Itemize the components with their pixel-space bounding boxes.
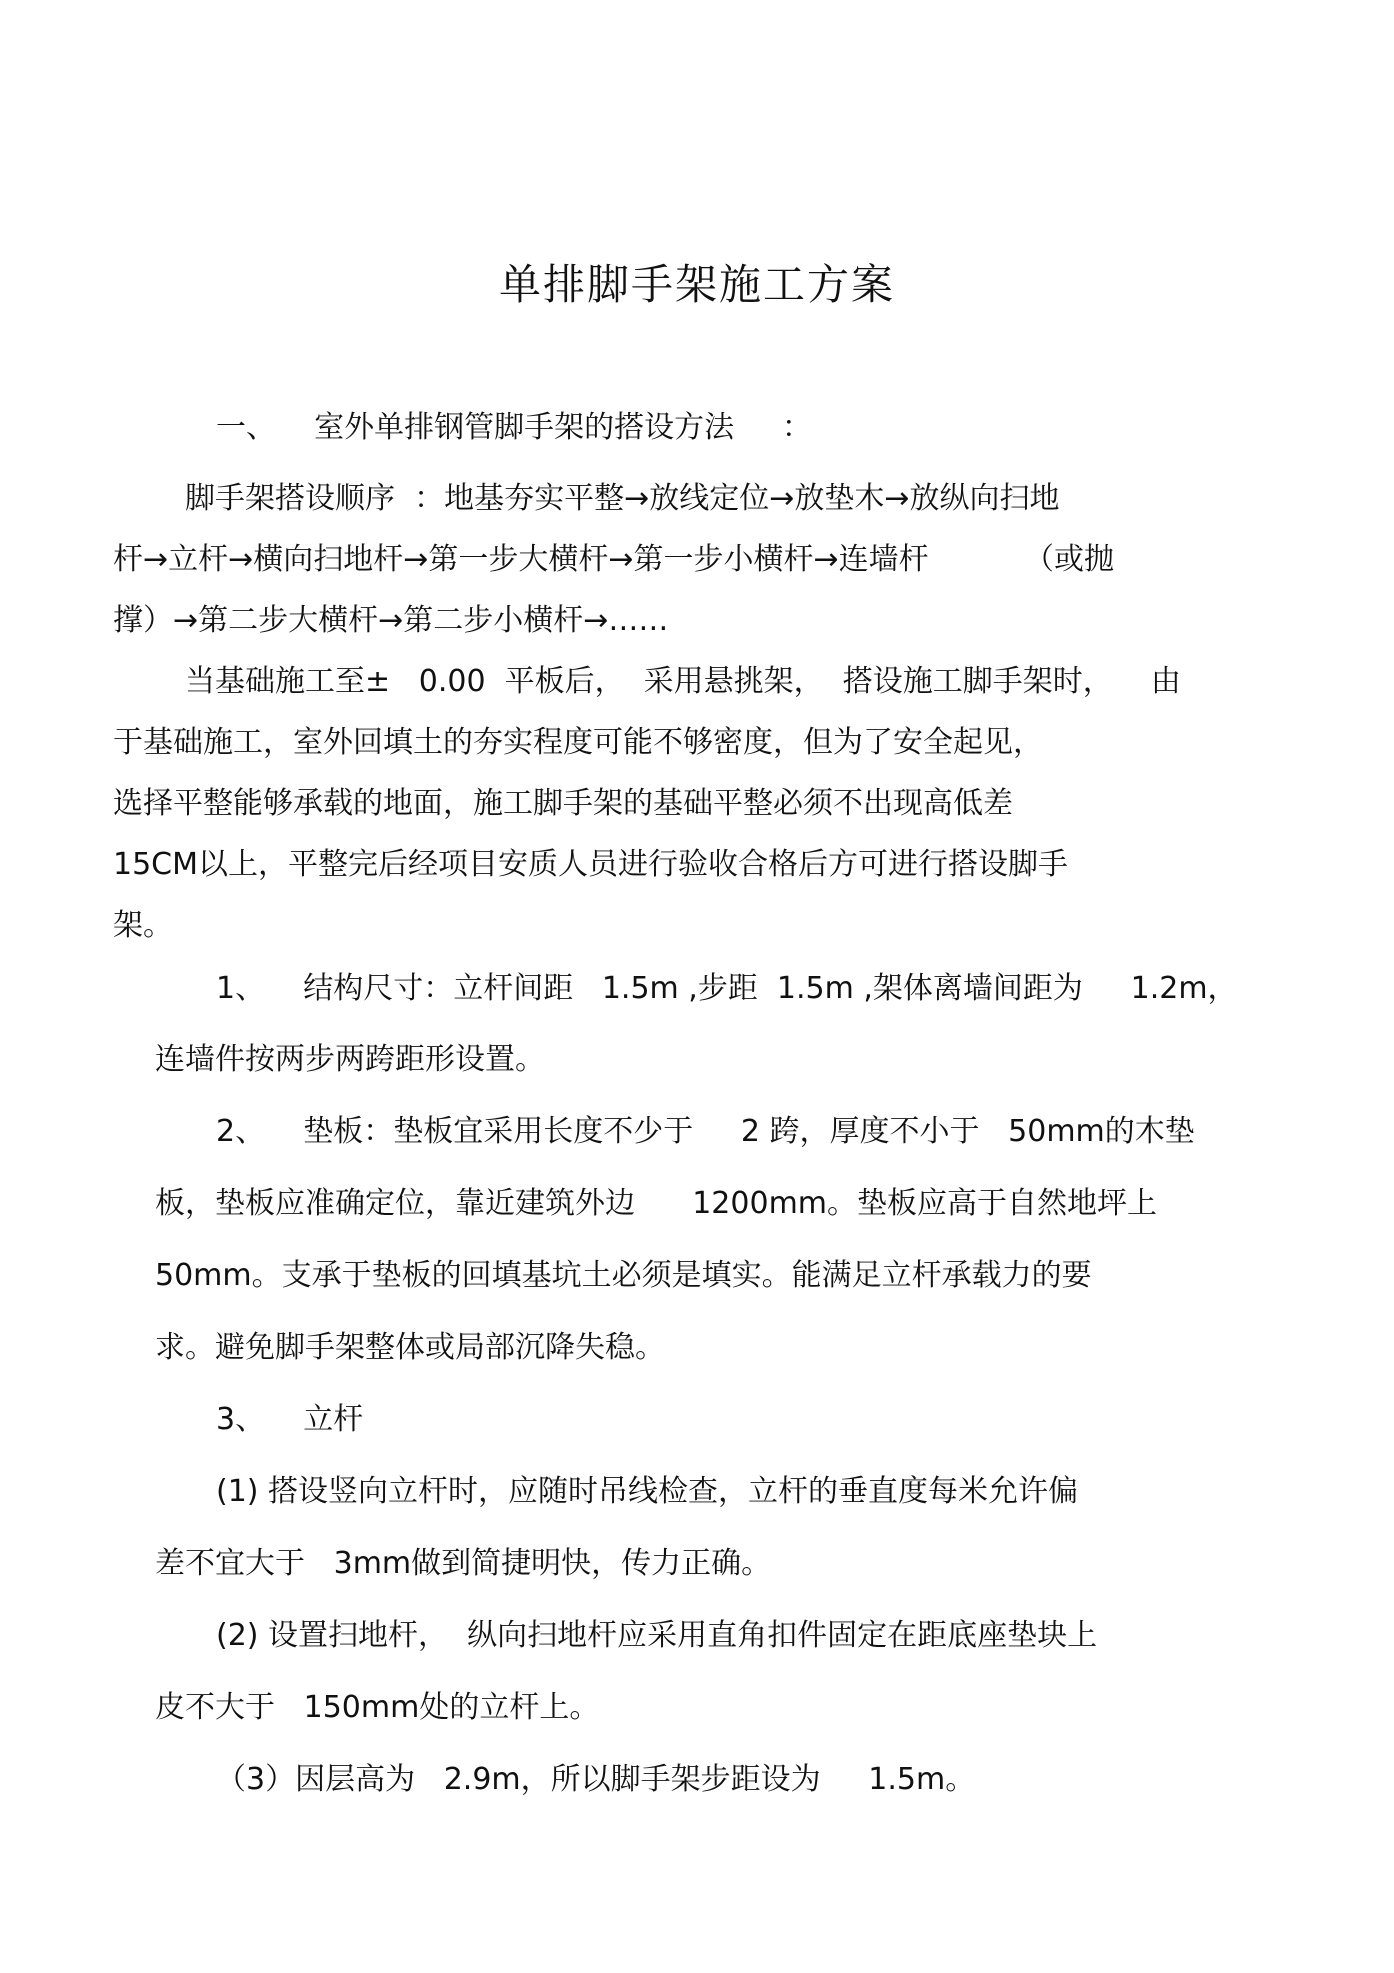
paragraph-line: 皮不大于 150mm处的立杆上。 bbox=[155, 1690, 600, 1725]
paragraph-line: (1) 搭设竖向立杆时，应随时吊线检查，立杆的垂直度每米允许偏 bbox=[216, 1474, 1079, 1509]
item-heading: 3、 立杆 bbox=[216, 1402, 364, 1437]
paragraph-line: 求。避免脚手架整体或局部沉降失稳。 bbox=[155, 1330, 665, 1365]
paragraph-line: (2) 设置扫地杆， 纵向扫地杆应采用直角扣件固定在距底座垫块上 bbox=[216, 1618, 1098, 1653]
paragraph-line: 当基础施工至± 0.00 平板后， 采用悬挑架， 搭设施工脚手架时， 由 bbox=[185, 664, 1181, 699]
item-heading: 1、 结构尺寸：立杆间距 1.5m ,步距 1.5m ,架体离墙间距为 1.2m， bbox=[216, 971, 1238, 1006]
paragraph-line: 板，垫板应准确定位，靠近建筑外边 1200mm。垫板应高于自然地坪上 bbox=[155, 1186, 1158, 1221]
paragraph-line: 连墙件按两步两跨距形设置。 bbox=[155, 1042, 545, 1077]
paragraph-line: 杆→立杆→横向扫地杆→第一步大横杆→第一步小横杆→连墙杆 （或抛 bbox=[113, 542, 1115, 577]
paragraph-line: 50mm。支承于垫板的回填基坑土必须是填实。能满足立杆承载力的要 bbox=[155, 1258, 1092, 1293]
paragraph-line: 15CM以上，平整完后经项目安质人员进行验收合格后方可进行搭设脚手 bbox=[113, 847, 1069, 882]
section-heading: 一、 室外单排钢管脚手架的搭设方法 ： bbox=[216, 410, 812, 445]
paragraph-line: 差不宜大于 3mm做到简捷明快，传力正确。 bbox=[155, 1546, 772, 1581]
item-heading: 2、 垫板：垫板宜采用长度不少于 2 跨，厚度不小于 50mm的木垫 bbox=[216, 1114, 1195, 1149]
paragraph-line: 撑）→第二步大横杆→第二步小横杆→…… bbox=[113, 603, 669, 638]
paragraph-line: 脚手架搭设顺序 ：地基夯实平整→放线定位→放垫木→放纵向扫地 bbox=[185, 481, 1060, 516]
paragraph-line: （3）因层高为 2.9m，所以脚手架步距设为 1.5m。 bbox=[216, 1762, 976, 1797]
paragraph-line: 架。 bbox=[113, 908, 173, 943]
document-title: 单排脚手架施工方案 bbox=[498, 260, 895, 309]
paragraph-line: 于基础施工，室外回填土的夯实程度可能不够密度，但为了安全起见， bbox=[113, 725, 1043, 760]
paragraph-line: 选择平整能够承载的地面，施工脚手架的基础平整必须不出现高低差 bbox=[113, 786, 1013, 821]
